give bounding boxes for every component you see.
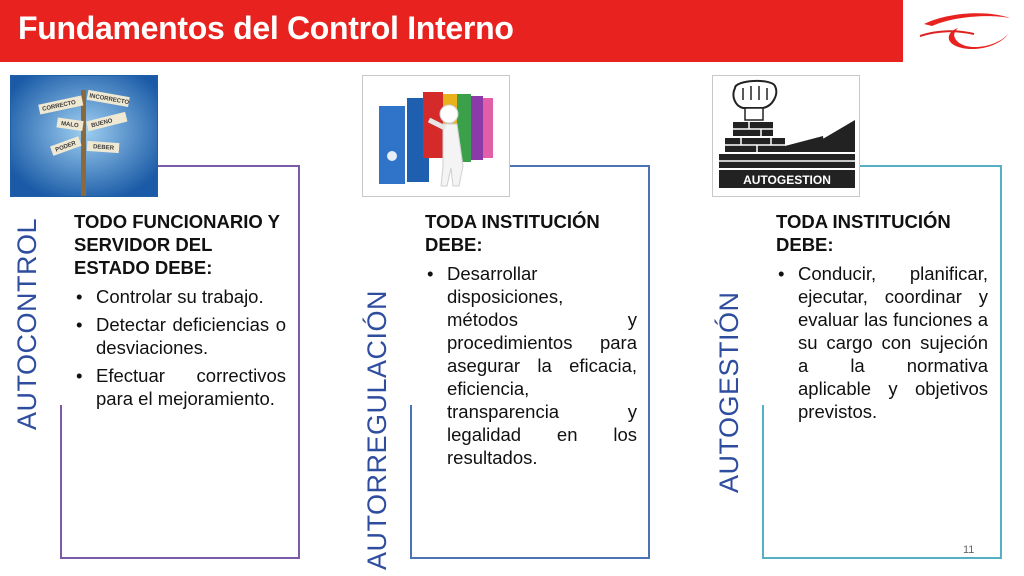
column-heading: TODO FUNCIONARIO Y SERVIDOR DEL ESTADO DEBE: [74, 211, 280, 278]
title-bar [0, 0, 903, 62]
column-heading: TODA INSTITUCIÓN DEBE: [776, 211, 951, 255]
svg-text:DEBER: DEBER [92, 144, 115, 152]
frame-left-edge [410, 405, 412, 559]
bullet-list [425, 262, 637, 469]
vertical-label: AUTORREGULACIÓN [362, 289, 392, 570]
column-text [776, 210, 988, 428]
company-logo [918, 6, 1014, 56]
column-heading: TODA INSTITUCIÓN DEBE: [425, 211, 600, 255]
svg-text:INCORRECTO: INCORRECTO [88, 93, 130, 107]
fist-wall-image [712, 75, 860, 197]
page-title: Fundamentos del Control Interno [18, 10, 514, 46]
image-caption: AUTOGESTION [743, 173, 831, 187]
list-item: • Conducir, planificar, ejecutar, coordinar y evaluar las funciones a su cargo con sujeción a la normativa aplicable y objetivos previstos. [776, 262, 988, 423]
svg-text:MALO: MALO [60, 121, 79, 130]
list-item: • Controlar su trabajo. [74, 285, 286, 308]
frame-left-edge [762, 405, 764, 559]
column-autogestion [712, 75, 1012, 565]
column-text [74, 210, 286, 415]
column-autorregulacion [360, 75, 660, 570]
svg-text:CORRECTO: CORRECTO [41, 99, 77, 113]
column-autocontrol [10, 75, 310, 565]
signpost-image [10, 75, 158, 197]
list-item: • Detectar deficiencias o desviaciones. [74, 313, 286, 359]
bullet-list [74, 285, 286, 410]
bullet-list [776, 262, 988, 423]
svg-text:BUENO: BUENO [90, 118, 114, 130]
svg-text:PODER: PODER [54, 140, 77, 154]
frame-left-edge [60, 405, 62, 559]
vertical-label: AUTOGESTIÓN [714, 291, 744, 493]
list-item: • Desarrollar disposiciones, métodos y procedimientos para asegurar la eficacia, eficiencia, transparencia y legalidad en los resultados. [425, 262, 637, 469]
vertical-label: AUTOCONTROL [12, 217, 42, 430]
binders-image [362, 75, 510, 197]
page-number: 11 [963, 544, 975, 556]
list-item: • Efectuar correctivos para el mejoramiento. [74, 364, 286, 410]
column-text [425, 210, 637, 474]
